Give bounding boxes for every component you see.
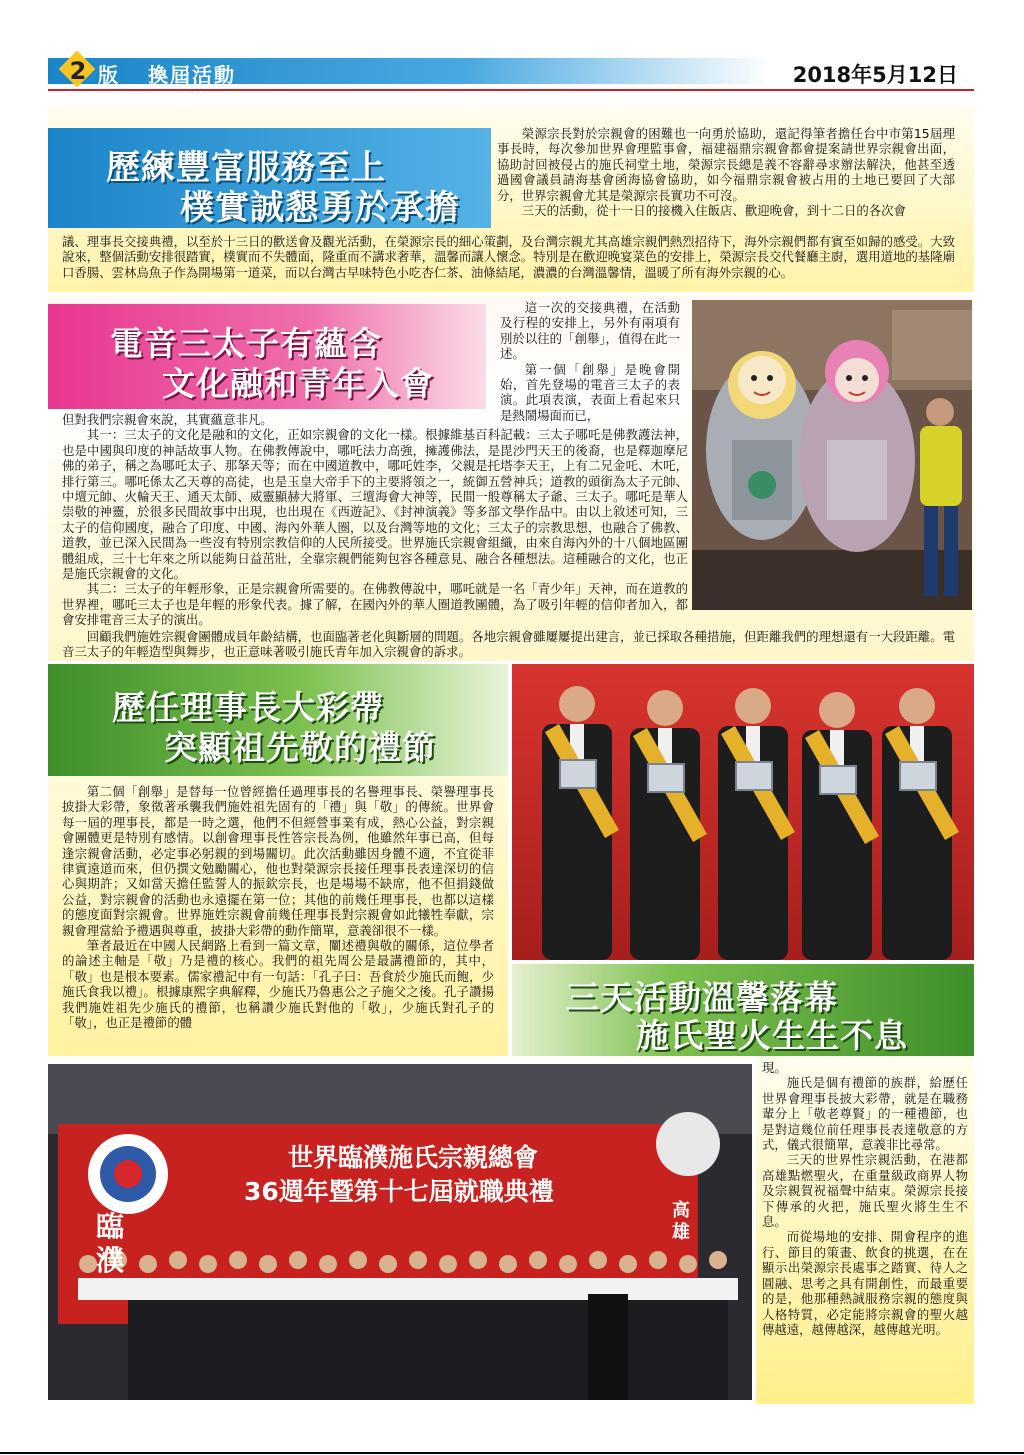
section4-title-box	[512, 964, 974, 1056]
section2-paragraph: 回顧我們施姓宗親會團體成員年齡結構，也面臨著老化與斷層的問題。各地宗親會雖屢屢提出建言，並已採取各種措施，但距離我們的理想還有一大段距離。電音三太子的年輕造型與舞步，也正意味著吸引施氏青年加入宗親會的訴求。	[62, 629, 955, 660]
page-suffix: 版	[98, 63, 118, 87]
ceremony-right-chars: 高雄	[672, 1200, 690, 1243]
section2-title-line2: 文化融和青年入會	[162, 364, 434, 403]
section2-main-text	[62, 412, 688, 628]
section2-paragraph: 其二：三太子的年輕形象，正是宗親會所需要的。在佛教傳說中，哪吒就是一名「青少年」天神，而在道教的世界裡，哪吒三太子也是年輕的形象代表。據了解，在國內外的華人圈道教團體，為了吸引年輕的信仰者加入，都會安排電音三太子的演出。	[62, 581, 688, 628]
photo-sash-ceremony	[512, 664, 974, 960]
section2-paragraph: 第一個「創舉」是晚會開始，首先登場的電音三太子的表演。此項表演，表面上看起來只是熱鬧場面而已，	[500, 361, 680, 423]
section4-paragraph: 現。	[762, 1060, 787, 1075]
section1-top-text	[497, 126, 955, 218]
section-title: 換屆活動	[148, 63, 236, 87]
section2-side-text	[500, 300, 680, 423]
section4-title-line2: 施氏聖火生生不息	[636, 1016, 908, 1055]
section4-paragraph: 施氏是個有禮節的族群，給歷任世界會理事長披大彩帶，就是在職務輩分上「敬老尊賢」的一種禮節，也是對這幾位前任理事長表達敬意的方式，儀式很簡單，意義非比尋常。	[762, 1075, 968, 1153]
section4-title-line1: 三天活動溫馨落幕	[566, 978, 838, 1017]
page-number-badge	[62, 54, 96, 88]
section3-text	[62, 784, 494, 1031]
section3-title-box	[48, 664, 508, 776]
photo-inauguration-ceremony	[48, 1064, 752, 1400]
section2-wide-text	[62, 629, 955, 660]
section4-paragraph: 三天的世界性宗親活動，在港都高雄點燃聖火，在重量級政商界人物及宗親賀祝福聲中結束。榮源宗長接下傳承的火把，施氏聖火將生生不息。	[762, 1152, 968, 1230]
section1-paragraph: 三天的活動，從十一日的接機入住飯店、歡迎晚會，到十二日的各次會	[521, 203, 906, 219]
section3-paragraph: 筆者最近在中國人民網路上看到一篇文章，闡述禮與敬的關係，這位學者的論述主軸是「敬」乃是禮的核心。我們的祖先周公是最講禮節的，其中，「敬」也是根本要素。儒家禮記中有一句話：「孔子曰：吾食於少施氏而飽，少施氏食我以禮」。根據康熙字典解釋，少施氏乃魯惠公之子施父之後。孔子讚揚我們施姓祖先少施氏的禮節，也稱讚少施氏對他的「敬」，少施氏對孔子的「敬」，也正是禮節的體	[62, 938, 494, 1031]
ceremony-banner-line1: 世界臨濮施氏宗親總會	[288, 1143, 539, 1172]
section2-paragraph: 這一次的交接典禮，在活動及行程的安排上，另外有兩項有別於以往的「創舉」，值得在此一述。	[500, 300, 680, 362]
section3-title-line2: 突顯祖先敬的禮節	[164, 728, 436, 767]
section1-title-line1: 歷練豐富服務至上	[106, 148, 386, 188]
section1-title-box	[48, 128, 491, 228]
section2-title-line1: 電音三太子有蘊含	[110, 324, 382, 363]
page-header	[48, 54, 974, 88]
ceremony-left-chars: 臨濮	[96, 1210, 125, 1277]
section1-bottom-text	[62, 234, 955, 280]
section2-paragraph: 但對我們宗親會來說，其實蘊意非凡。	[62, 412, 273, 427]
section3-title-line1: 歷任理事長大彩帶	[112, 688, 384, 727]
section1-paragraph: 議、理事長交接典禮，以至於十三日的歡送會及觀光活動，在榮源宗長的細心策劃，及台灣宗親尤其高雄宗親們熱烈招待下，海外宗親們都有賓至如歸的感受。大致說來，整個活動安排很踏實，樸實而不失體面，隆重而不講求奢華，溫馨而讓人懷念。特別是在歡迎晚宴菜色的安排上，榮源宗長交代餐廳主廚，選用道地的基隆廟口香腸、雲林烏魚子作為開場第一道菜，而以台灣古早味特色小吃杏仁茶、油條結尾，濃濃的台灣溫馨情，溫暖了所有海外宗親的心。	[62, 234, 955, 280]
section1-paragraph: 榮源宗長對於宗親會的困難也一向勇於協助，還記得筆者擔任台中市第15屆理事長時，每次參加世界會理監事會，福建福鼎宗親會都會提案請世界宗親會出面，協助討回被侵占的施氏祠堂土地，榮源宗長總是義不容辭尋求辦法解決，他甚至透過國會議員請海基會函海協會協助，如今福鼎宗親會被占用的土地已要回了大部分，世界宗親會尤其是榮源宗長實功不可沒。	[497, 126, 955, 203]
issue-date: 2018年5月12日	[792, 63, 958, 87]
section1-title-line2: 樸實誠懇勇於承擔	[180, 188, 460, 228]
header-rule	[48, 89, 974, 91]
section2-paragraph: 其一：三太子的文化是融和的文化，正如宗親會的文化一樣。根據維基百科記載：三太子哪吒是佛教護法神，也是中國與印度的神話故事人物。在佛教傳說中，哪吒法力高強，擁護佛法，是毘沙門天王的後裔，也是釋迦摩尼佛的弟子，稱之為哪吒太子、那拏天等；而在中國道教中，哪吒姓李，父親是托塔李天王，上有二兄金吒、木吒，排行第三。哪吒係太乙天尊的高徒，也是玉皇大帝手下的主要將領之一，統御五營神兵；道教的頭銜為太子元帥、中壇元帥、火輪天王、通天太師、威靈顯赫大將軍、三壇海會大神等，民間一般尊稱太子爺、三太子。哪吒是華人崇敬的神靈，於很多民間故事中出現，也出現在《西遊記》、《封神演義》等多部文學作品中。由以上敘述可知，三太子的信仰國度，融合了印度、中國、海內外華人圈，以及台灣等地的文化；三太子的宗教思想，也融合了佛教、道教，並已深入民間為一些沒有特別宗教信仰的人民所接受。世界施氏宗親會組織，由來自海內外的十八個地區團體組成，三十七年來之所以能夠日益茁壯，全靠宗親們能夠包容各種意見、融合各種想法。這種融合的文化，也正是施氏宗親會的文化。	[62, 427, 688, 582]
section2-title-box	[48, 304, 486, 409]
section4-paragraph: 而從場地的安排、開會程序的進行、節目的策畫、飲食的挑選，在在顯示出榮源宗長處事之踏實、待人之圓融、思考之具有開創性，而最重要的是，他那種熱誠服務宗親的態度與人格特質，必定能將宗親會的聖火越傳越遠，越傳越深，越傳越光明。	[762, 1229, 968, 1337]
page-number: 2	[69, 57, 87, 85]
photo-electric-third-prince	[692, 300, 972, 610]
page-border-bottom	[0, 1452, 1024, 1454]
ceremony-banner-line2: 36週年暨第十七屆就職典禮	[244, 1177, 554, 1206]
section4-text	[762, 1060, 968, 1337]
section3-paragraph: 第二個「創舉」是替每一位曾經擔任過理事長的名譽理事長、榮譽理事長披掛大彩帶，象徵著承襲我們施姓祖先固有的「禮」與「敬」的傳統。世界會每一屆的理事長，都是一時之選，他們不但經營事業有成，熱心公益，對宗親會團體更是特別有感情。以創會理事長性答宗長為例，他雖然年事已高，但每逢宗親會活動，必定事必躬親的到場關切。此次活動雖因身體不適，不宜從菲律賓遠道而來，但仍撰文勉勵關心，他也對榮源宗長接任理事長表達深切的信心與期許；又如當天擔任監誓人的振欽宗長，也是場場不缺席，他不但捐錢做公益，對宗親會的活動也永遠擺在第一位；其他的前幾任理事長，也都以這樣的態度面對宗親會。世界施姓宗親會前幾任理事長對宗親會如此犧牲奉獻，宗親會理當給予禮遇與尊重，披掛大彩帶的動作簡單，意義卻很不一樣。	[62, 784, 494, 938]
